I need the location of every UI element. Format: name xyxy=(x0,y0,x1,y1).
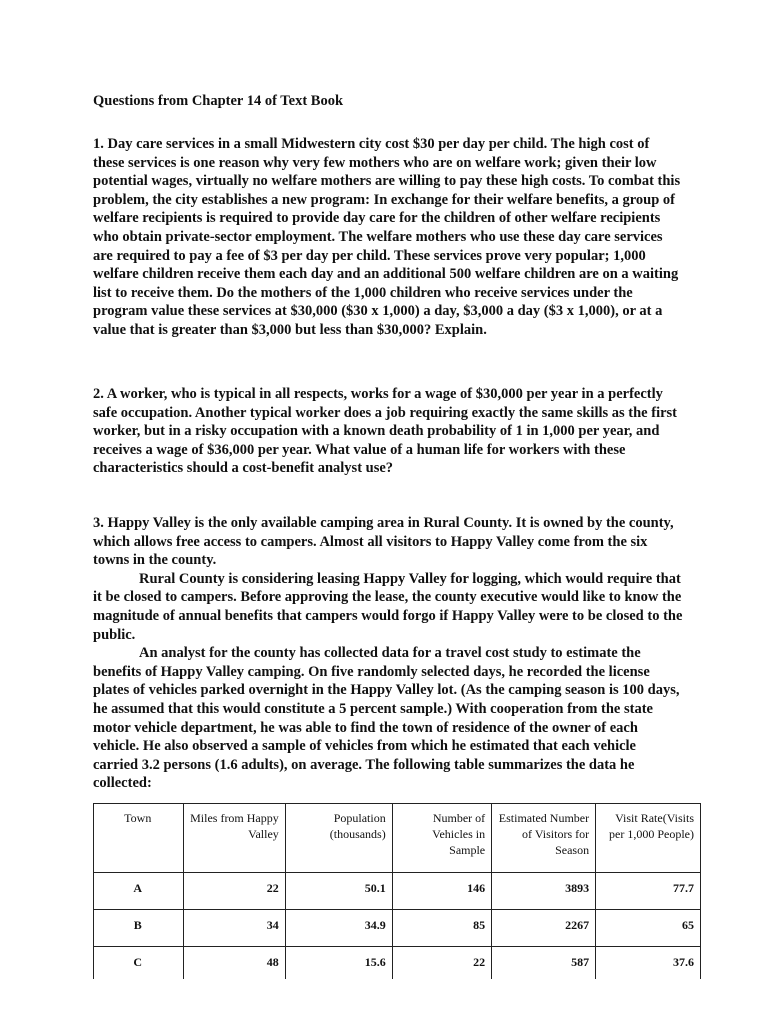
cell-miles: 22 xyxy=(184,873,285,910)
cell-population: 34.9 xyxy=(285,910,392,947)
question-3-paragraph-3: An analyst for the county has collected data for a travel cost study to estimate the benefits of Happy Valley camping. On five randomly selected days, he recorded the license plates of vehicles parked overnight in the Happy Valley lot. (As the camping season is 100 days, he assumed that this would constitute a 5 percent sample.) With cooperation from the state motor vehicle department, he was able to find the town of residence of the owner of each vehicle. He also observed a sample of vehicles from which he estimated that each vehicle carried 3.2 persons (1.6 adults), on average. The following table summarizes the data he collected: xyxy=(93,645,680,792)
column-header-miles: Miles from Happy Valley xyxy=(184,804,285,873)
question-3-paragraph-2: Rural County is considering leasing Happy Valley for logging, which would require that it be closed to campers. Before approving the lease, the county executive would like to know the magnitude of annual benefits that campers would forgo if Happy Valley were to be closed to the public. xyxy=(93,570,683,643)
cell-visitors: 587 xyxy=(492,947,596,980)
cell-miles: 48 xyxy=(184,947,285,980)
column-header-town: Town xyxy=(94,804,184,873)
cell-vehicles: 22 xyxy=(392,947,491,980)
cell-visit-rate: 77.7 xyxy=(596,873,701,910)
table-header-row xyxy=(94,804,701,873)
column-header-visitors: Estimated Number of Visitors for Season xyxy=(492,804,596,873)
cell-visit-rate: 65 xyxy=(596,910,701,947)
cell-population: 15.6 xyxy=(285,947,392,980)
cell-town: B xyxy=(94,910,184,947)
cell-visit-rate: 37.6 xyxy=(596,947,701,980)
cell-population: 50.1 xyxy=(285,873,392,910)
table-row xyxy=(94,873,701,910)
cell-town: A xyxy=(94,873,184,910)
column-header-population: Population (thousands) xyxy=(285,804,392,873)
page-title: Questions from Chapter 14 of Text Book xyxy=(93,93,344,109)
cell-miles: 34 xyxy=(184,910,285,947)
cell-visitors: 3893 xyxy=(492,873,596,910)
table-row xyxy=(94,947,701,980)
cell-vehicles: 85 xyxy=(392,910,491,947)
question-3 xyxy=(93,514,683,793)
column-header-visit-rate: Visit Rate(Visits per 1,000 People) xyxy=(596,804,701,873)
table-row xyxy=(94,910,701,947)
cell-vehicles: 146 xyxy=(392,873,491,910)
question-2: 2. A worker, who is typical in all respects, works for a wage of $30,000 per year in a perfectly safe occupation. Another typical worker does a job requiring exactly the same skills as the first worker, but in a risky occupation with a known death probability of 1 in 1,000 per year, and receives a wage of $36,000 per year. What value of a human life for workers with these characteristics should a cost-benefit analyst use? xyxy=(93,386,678,477)
column-header-vehicles: Number of Vehicles in Sample xyxy=(392,804,491,873)
travel-cost-table xyxy=(93,803,701,979)
cell-visitors: 2267 xyxy=(492,910,596,947)
cell-town: C xyxy=(94,947,184,980)
question-3-paragraph-1: 3. Happy Valley is the only available camping area in Rural County. It is owned by the county, which allows free access to campers. Almost all visitors to Happy Valley come from the six towns in the county. xyxy=(93,515,674,569)
question-1: 1. Day care services in a small Midwestern city cost $30 per day per child. The high cost of these services is one reason why very few mothers who are on welfare work; given their low potential wages, virtually no welfare mothers are willing to pay these high costs. To combat this problem, the city establishes a new program: In exchange for their welfare benefits, a group of welfare recipients is required to provide day care for the children of other welfare recipients who obtain private-sector employment. The welfare mothers who use these day care services are required to pay a fee of $3 per day per child. These services prove very popular; 1,000 welfare children receive them each day and an additional 500 welfare children are on a waiting list to receive them. Do the mothers of the 1,000 children who receive services under the program value these services at $30,000 ($30 x 1,000) a day, $3,000 a day ($3 x 1,000), or at a value that is greater than $3,000 but less than $30,000? Explain. xyxy=(93,136,681,338)
